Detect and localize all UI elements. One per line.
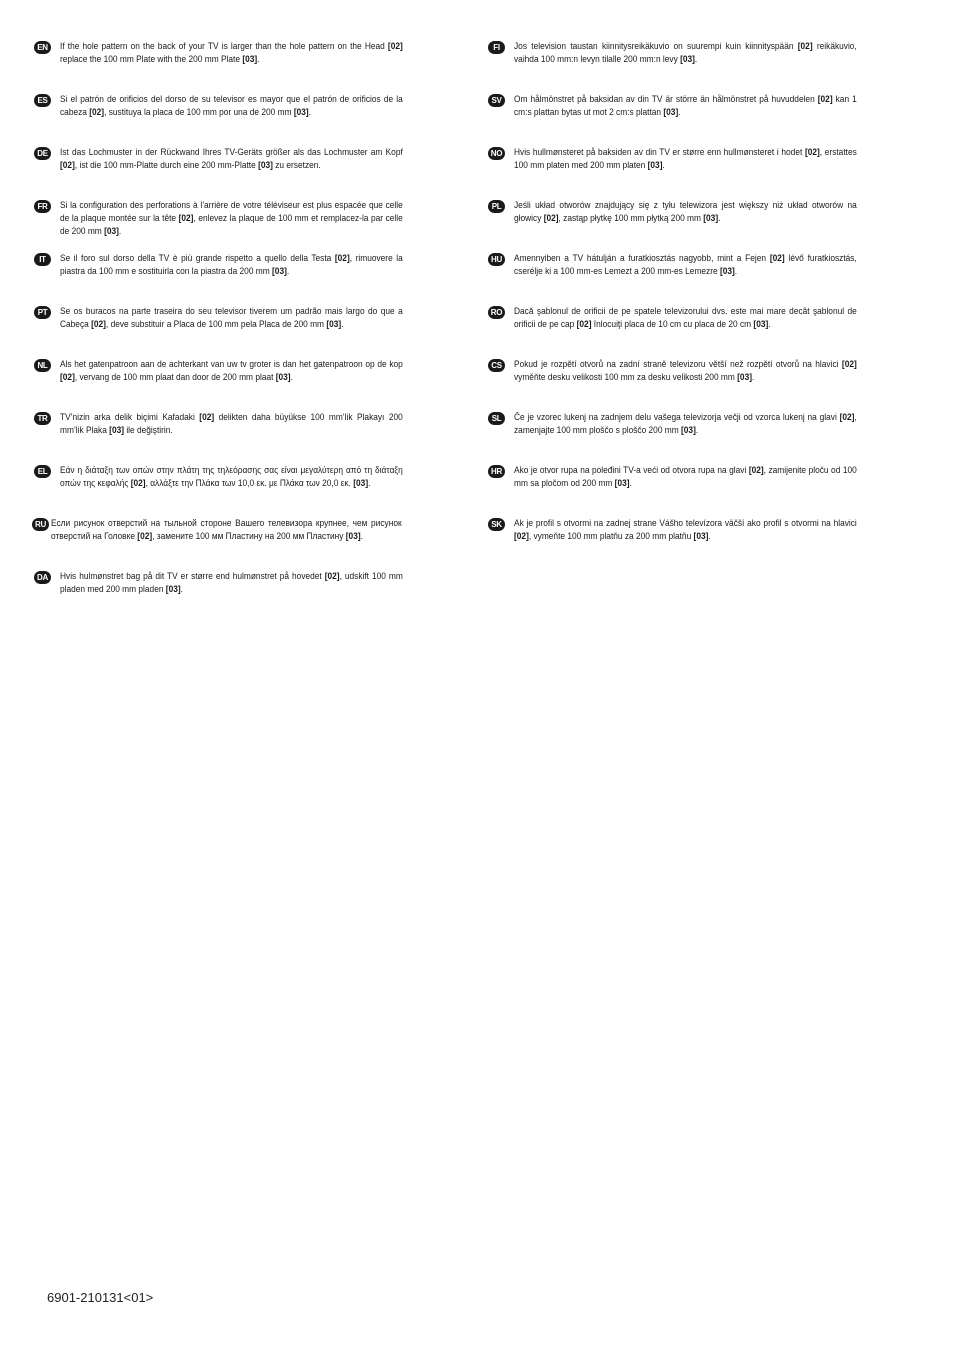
instruction-text-fi: Jos television taustan kiinnitysreikäkuvio on suurempi kuin kiinnityspään [02] reikäkuvio, vaihda 100 mm:n levyn tilalle 200 mm:n levy [03]. — [514, 41, 857, 65]
instruction-text-nl: Als het gatenpatroon aan de achterkant van uw tv groter is dan het gatenpatroon op de kop [02], vervang de 100 mm plaat dan door de 200 mm plaat [03]. — [60, 359, 403, 383]
instruction-nl — [34, 358, 454, 411]
language-badge-es: ES — [34, 94, 51, 107]
instruction-ro — [488, 305, 908, 358]
instruction-it — [34, 252, 454, 305]
language-badge-cs: CS — [488, 359, 505, 372]
right-column — [488, 40, 908, 570]
language-badge-en: EN — [34, 41, 51, 54]
language-badge-no: NO — [488, 147, 505, 160]
instruction-fr — [34, 199, 454, 252]
instruction-en — [34, 40, 454, 93]
language-badge-sk: SK — [488, 518, 505, 531]
instruction-sl — [488, 411, 908, 464]
instruction-text-ru: Если рисунок отверстий на тыльной стороне Вашего телевизора крупнее, чем рисунок отверстий на Головке [02], замените 100 мм Пластину на 200 мм Пластину [03]. — [51, 518, 402, 542]
language-badge-ru: RU — [32, 518, 49, 531]
instruction-text-es: Si el patrón de orificios del dorso de su televisor es mayor que el patrón de orificios de la cabeza [02], sustituya la placa de 100 mm por una de 200 mm [03]. — [60, 94, 403, 118]
instruction-text-tr: TV’nizin arka delik biçimi Kafadaki [02] delikten daha büyükse 100 mm’lik Plakayı 200 mm’lik Plaka [03] ile değiştirin. — [60, 412, 403, 436]
instruction-cs — [488, 358, 908, 411]
instruction-text-de: Ist das Lochmuster in der Rückwand Ihres TV-Geräts größer als das Lochmuster am Kopf [02], ist die 100 mm-Platte durch eine 200 mm-Platte [03] zu ersetzen. — [60, 147, 403, 171]
language-badge-pl: PL — [488, 200, 505, 213]
language-badge-tr: TR — [34, 412, 51, 425]
instruction-fi — [488, 40, 908, 93]
language-badge-pt: PT — [34, 306, 51, 319]
language-badge-nl: NL — [34, 359, 51, 372]
language-badge-de: DE — [34, 147, 51, 160]
instruction-text-sv: Om hålmönstret på baksidan av din TV är större än hålmönstret på huvuddelen [02] kan 1 cm:s plattan bytas ut mot 2 cm:s plattan [03]. — [514, 94, 857, 118]
language-badge-sv: SV — [488, 94, 505, 107]
instruction-text-sl: Če je vzorec lukenj na zadnjem delu vašega televizorja večji od vzorca lukenj na glavi [02], zamenjajte 100 mm ploščo s ploščo 200 mm [03]. — [514, 412, 857, 436]
instruction-text-el: Εάν η διάταξη των οπών στην πλάτη της τηλεόρασης σας είναι μεγαλύτερη από τη διάταξη οπών της κεφαλής [02], αλλάξτε την Πλάκα των 10,0 εκ. με Πλάκα των 20,0 εκ. [03]. — [60, 465, 403, 489]
document-code: 6901-210131<01> — [47, 1290, 154, 1305]
instruction-hr — [488, 464, 908, 517]
instruction-text-pt: Se os buracos na parte traseira do seu televisor tiverem um padrão mais largo do que a Cabeça [02], deve substituir a Placa de 100 mm pela Placa de 200 mm [03]. — [60, 306, 403, 330]
instruction-text-pl: Jeśli układ otworów znajdujący się z tyłu telewizora jest większy niż układ otworów na głowicy [02], zastąp płytkę 100 mm płytką 200 mm [03]. — [514, 200, 857, 224]
language-badge-sl: SL — [488, 412, 505, 425]
instruction-text-fr: Si la configuration des perforations à l’arrière de votre téléviseur est plus espacée que celle de la plaque montée sur la tête [02], enlevez la plaque de 100 mm et remplacez-la par celle de 200 mm [03]. — [60, 200, 403, 237]
language-badge-hu: HU — [488, 253, 505, 266]
instruction-pt — [34, 305, 454, 358]
instruction-no — [488, 146, 908, 199]
language-badge-ro: RO — [488, 306, 505, 319]
instruction-text-hu: Amennyiben a TV hátulján a furatkiosztás nagyobb, mint a Fejen [02] lévő furatkiosztás, cserélje ki a 100 mm-es Lemezt a 200 mm-es Lemezre [03]. — [514, 253, 857, 277]
instruction-sk — [488, 517, 908, 570]
language-badge-fr: FR — [34, 200, 51, 213]
left-column — [34, 40, 454, 623]
instruction-text-da: Hvis hulmønstret bag på dit TV er større end hulmønstret på hovedet [02], udskift 100 mm pladen med 200 mm pladen [03]. — [60, 571, 403, 595]
instruction-es — [34, 93, 454, 146]
instruction-text-no: Hvis hullmønsteret på baksiden av din TV er større enn hullmønsteret i hodet [02], erstattes 100 mm platen med 200 mm platen [03]. — [514, 147, 857, 171]
language-badge-da: DA — [34, 571, 51, 584]
instruction-text-en: If the hole pattern on the back of your TV is larger than the hole pattern on the Head [02] replace the 100 mm Plate with the 200 mm Plate [03]. — [60, 41, 403, 65]
language-badge-el: EL — [34, 465, 51, 478]
language-badge-it: IT — [34, 253, 51, 266]
instruction-da — [34, 570, 454, 623]
instruction-tr — [34, 411, 454, 464]
instruction-ru — [32, 517, 454, 570]
instruction-text-hr: Ako je otvor rupa na poleđini TV-a veći od otvora rupa na glavi [02], zamijenite ploču od 100 mm sa pločom od 200 mm [03]. — [514, 465, 857, 489]
instruction-text-it: Se il foro sul dorso della TV è più grande rispetto a quello della Testa [02], rimuovere la piastra da 100 mm e sostituirla con la piastra da 200 mm [03]. — [60, 253, 403, 277]
instruction-hu — [488, 252, 908, 305]
instruction-pl — [488, 199, 908, 252]
instruction-de — [34, 146, 454, 199]
language-badge-fi: FI — [488, 41, 505, 54]
language-badge-hr: HR — [488, 465, 505, 478]
instruction-el — [34, 464, 454, 517]
instruction-sv — [488, 93, 908, 146]
instruction-text-ro: Dacă şablonul de orificii de pe spatele televizorului dvs. este mai mare decât şablonul de orificii de pe cap [02] înlocuiţi placa de 10 cm cu placa de 20 cm [03]. — [514, 306, 857, 330]
instruction-text-cs: Pokud je rozpětí otvorů na zadní straně televizoru větší než rozpětí otvorů na hlavici [02] vyměňte desku velikosti 100 mm za desku velikosti 200 mm [03]. — [514, 359, 857, 383]
instruction-text-sk: Ak je profil s otvormi na zadnej strane Vášho televízora väčší ako profil s otvormi na hlavici [02], vymeňte 100 mm platňu za 200 mm platňu [03]. — [514, 518, 857, 542]
